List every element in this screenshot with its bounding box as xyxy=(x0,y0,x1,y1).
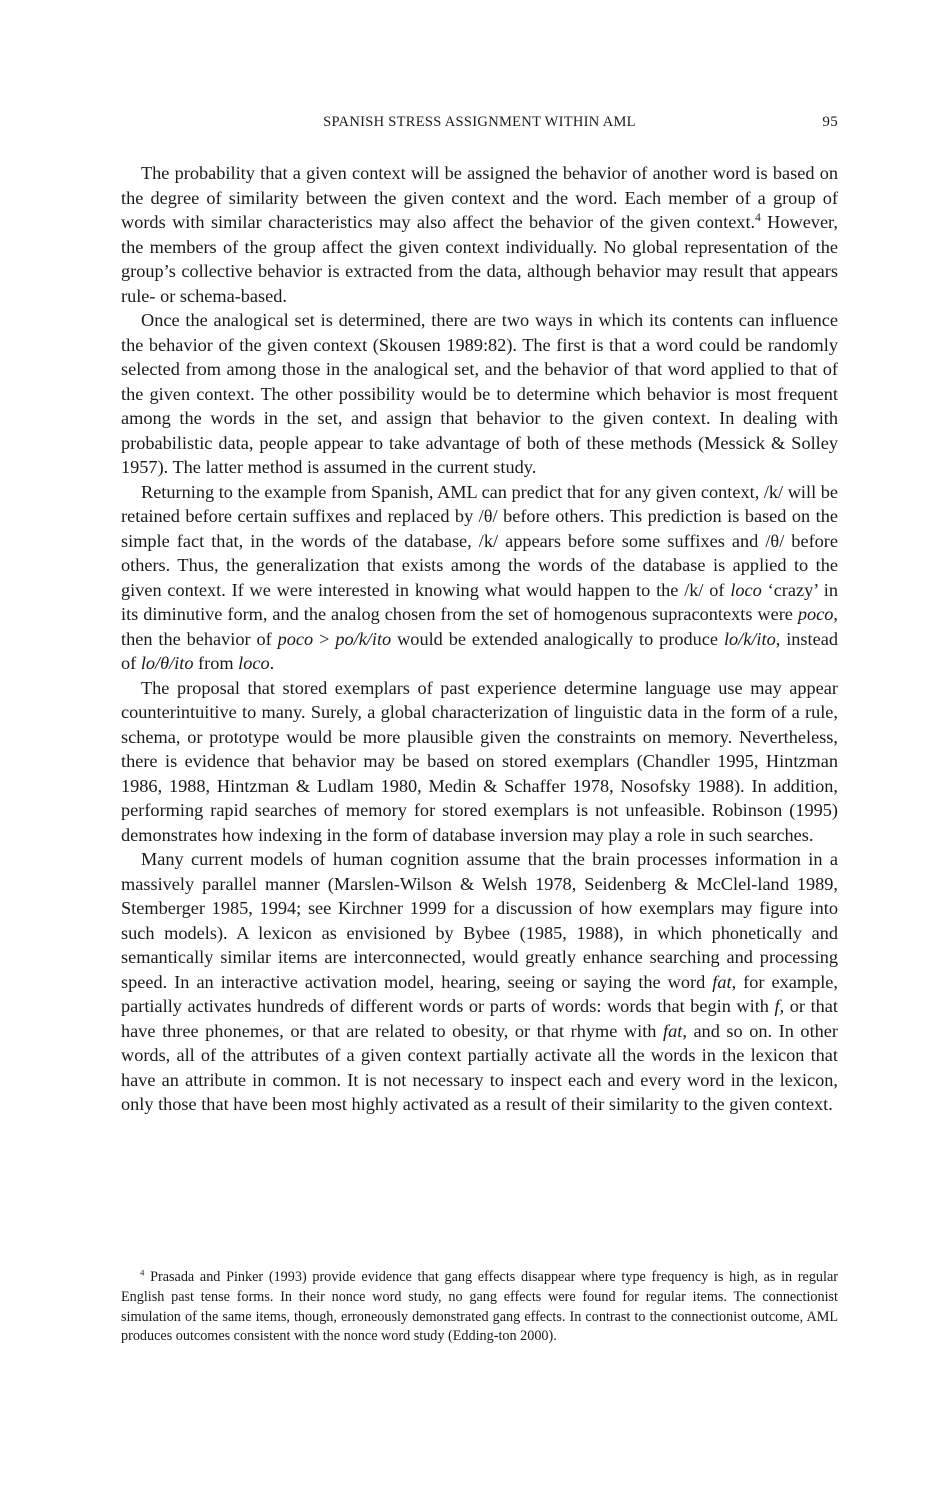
text-run: Prasada and Pinker (1993) provide evidence that gang effects disappear where type frequency is high, as in regular English past tense forms. In their nonce word study, no gang effects were found for regular items. The connectionist simulation of the same items, though, erroneously demonstrated gang effects. In contrast to the connectionist outcome, AML produces outcomes consistent with the nonce word study (Edding-ton 2000). xyxy=(121,1269,838,1345)
italic-term: lo/k/ito xyxy=(723,628,776,649)
running-title: SPANISH STRESS ASSIGNMENT WITHIN AML xyxy=(323,114,636,130)
footnote xyxy=(121,1268,838,1347)
text-run: would be extended analogically to produce xyxy=(391,628,724,649)
paragraph xyxy=(121,161,838,308)
page-number: 95 xyxy=(822,114,838,130)
text-run: . xyxy=(269,653,275,673)
paragraph xyxy=(121,480,838,676)
italic-term: loco xyxy=(730,579,762,600)
text-run: ‘crazy’ in its diminutive form, and the analog chosen from the set of homogenous supracontexts were xyxy=(121,579,839,624)
text-run: The proposal that stored exemplars of past experience determine language use may appear counterintuitive to many. Surely, a global characterization of linguistic data in the form of a rule, schema, or prototype would be more plausible given the constraints on memory. Nevertheless, there is evidence that behavior may be based on stored exemplars (Chandler 1995, Hintzman 1986, 1988, Hintzman & Ludlam 1980, Medin & Schaffer 1978, Nosofsky 1988). In addition, performing rapid searches of memory for stored exemplars is not unfeasible. Robinson (1995) demonstrates how indexing in the form of database inversion may play a role in such searches. xyxy=(121,677,838,845)
paragraph xyxy=(121,847,838,1117)
paragraph xyxy=(121,308,838,480)
italic-term: fat xyxy=(663,1020,683,1041)
italic-term: po/k/ito xyxy=(335,628,392,649)
text-run: , then the behavior of xyxy=(121,604,838,649)
paragraph xyxy=(121,676,838,848)
text-run: > xyxy=(313,628,336,649)
text-run: , for example, partially activates hundreds of different words or parts of words: words that begin with xyxy=(121,971,838,1016)
italic-term: f xyxy=(774,996,780,1016)
footnote-marker: 4 xyxy=(755,211,761,224)
text-run: Many current models of human cognition assume that the brain processes information in a massively parallel manner (Marslen-Wilson & Welsh 1978, Seidenberg & McClel-land 1989, Stemberger 1985, 1994; see Kirchner 1999 for a discussion of how exemplars may figure into such models). A lexicon as envisioned by Bybee (1985, 1988), in which phonetically and semantically similar items are interconnected, would greatly enhance searching and processing speed. In an interactive activation model, hearing, seeing or saying the word xyxy=(121,849,838,992)
running-head xyxy=(121,114,838,136)
text-run: , or that have three phonemes, or that are related to obesity, or that rhyme with xyxy=(121,996,839,1041)
text-run: Once the analogical set is determined, there are two ways in which its contents can influence the behavior of the given context (Skousen 1989:82). The first is that a word could be randomly selected from among those in the analogical set, and the behavior of that word applied to that of the given context. The other possibility would be to determine which behavior is most frequent among the words in the set, and assign that behavior to the given context. In dealing with probabilistic data, people appear to take advantage of both of these methods (Messick & Solley 1957). The latter method is assumed in the current study. xyxy=(121,310,838,477)
text-run: from xyxy=(193,653,239,673)
italic-term: lo/θ/ito xyxy=(140,653,194,673)
italic-term: poco xyxy=(797,604,834,624)
text-run: However, the members of the group affect the given context individually. No global representation of the group’s collective behavior is extracted from the data, although behavior may result that appears rule- or schema-based. xyxy=(121,212,838,306)
italic-term: poco xyxy=(277,628,314,649)
italic-term: loco xyxy=(238,653,270,673)
text-run: , instead of xyxy=(121,628,838,673)
body-text xyxy=(121,161,838,1117)
text-run: Returning to the example from Spanish, AML can predict that for any given context, /k/ will be retained before certain suffixes and replaced by /θ/ before others. This prediction is based on the simple fact that, in the words of the database, /k/ appears before some suffixes and /θ/ before others. Thus, the generalization that exists among the words of the database is applied to the given context. If we were interested in knowing what would happen to the /k/ of xyxy=(121,481,838,600)
text-run: The probability that a given context will be assigned the behavior of another word is based on the degree of similarity between the given context and the word. Each member of a group of words with similar characteristics may also affect the behavior of the given context. xyxy=(121,163,838,232)
text-run: , and so on. In other words, all of the attributes of a given context partially activate all the words in the lexicon that have an attribute in common. It is not necessary to inspect each and every word in the lexicon, only those that have been most highly activated as a result of their similarity to the given context. xyxy=(121,1020,838,1114)
footnote-marker: 4 xyxy=(140,1267,145,1278)
italic-term: fat xyxy=(712,971,732,992)
footnotes xyxy=(121,1268,838,1347)
